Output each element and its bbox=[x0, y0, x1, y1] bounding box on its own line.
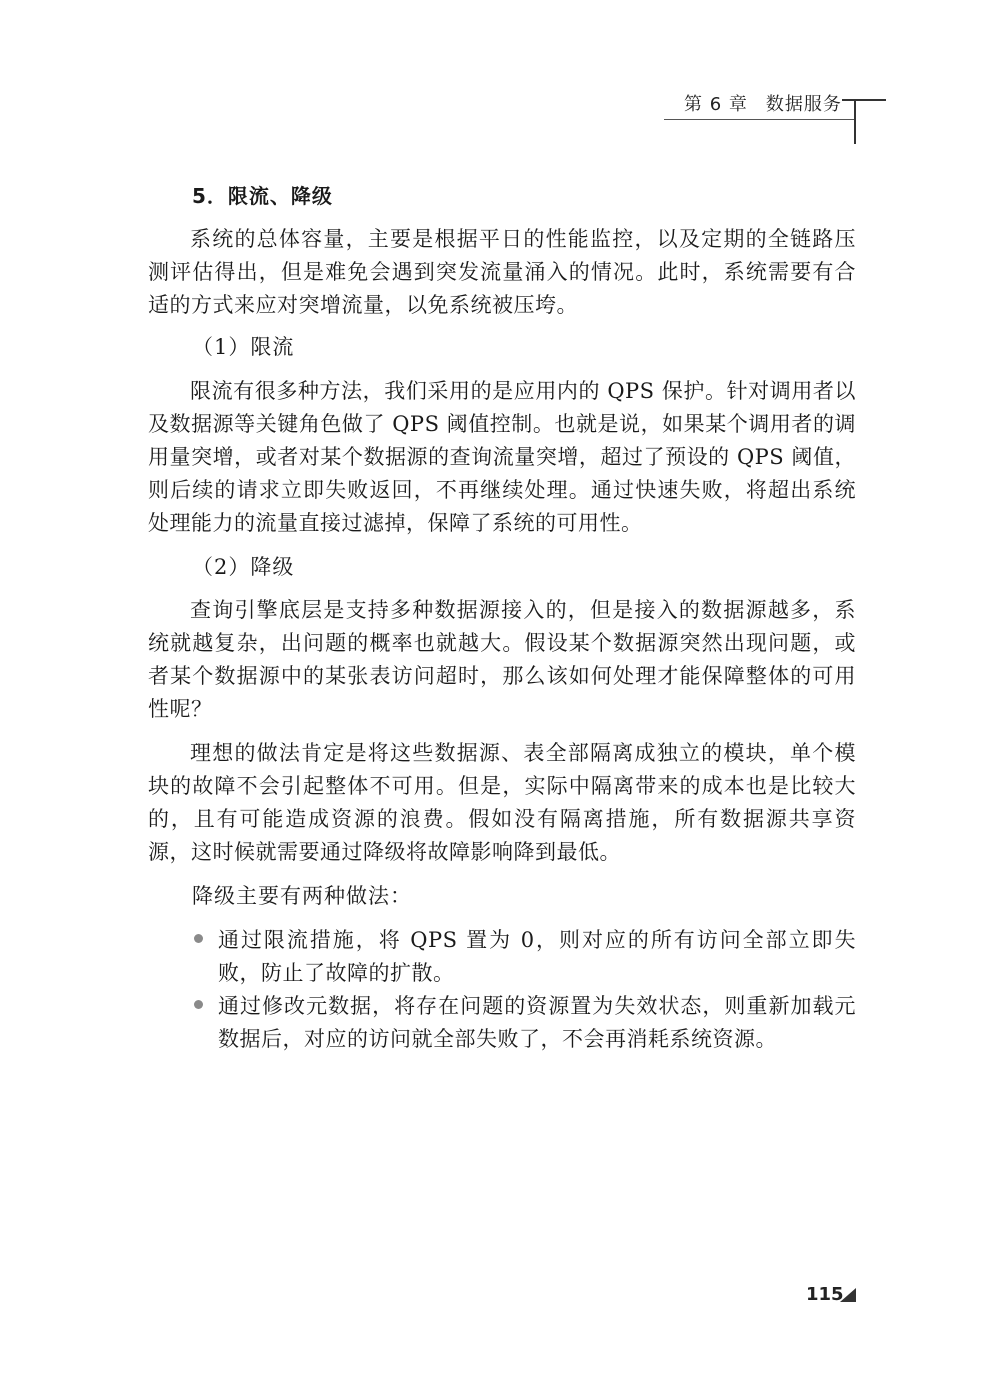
paragraph-degrade-methods: 降级主要有两种做法： bbox=[192, 884, 412, 908]
paragraph-intro: 系统的总体容量，主要是根据平日的性能监控，以及定期的全链路压测评估得出，但是难免会遇到突发流量涌入的情况。此时，系统需要有合适的方式来应对突增流量，以免系统被压垮。 bbox=[148, 227, 856, 317]
running-header bbox=[664, 86, 886, 144]
header-rule-bottom bbox=[664, 119, 856, 120]
paragraph-degrade-2: 理想的做法肯定是将这些数据源、表全部隔离成独立的模块，单个模块的故障不会引起整体不可用。但是，实际中隔离带来的成本也是比较大的，且有可能造成资源的浪费。假如没有隔离措施，所有数据源共享资源，这时候就需要通过降级将故障影响降到最低。 bbox=[148, 741, 856, 864]
page-corner-triangle-icon bbox=[840, 1288, 856, 1302]
section-title: 5．限流、降级 bbox=[192, 184, 333, 208]
subheading-degrade: （2）降级 bbox=[192, 555, 295, 579]
subheading-rate-limit: （1）限流 bbox=[192, 335, 295, 359]
list-item-text: 通过限流措施，将 QPS 置为 0，则对应的所有访问全部立即失败，防止了故障的扩散。 bbox=[218, 928, 856, 985]
header-chapter: 第 6 章 bbox=[684, 94, 748, 115]
header-title: 数据服务 bbox=[765, 94, 842, 115]
header-rule-vertical bbox=[854, 100, 856, 144]
paragraph-rate-limit: 限流有很多种方法，我们采用的是应用内的 QPS 保护。针对调用者以及数据源等关键角色做了 QPS 阈值控制。也就是说，如果某个调用者的调用量突增，或者对某个数据源的查询流量突增，超过了预设的 QPS 阈值，则后续的请求立即失败返回，不再继续处理。通过快速失败，将超出系统处理能力的流量直接过滤掉，保障了系统的可用性。 bbox=[148, 379, 856, 535]
bullet-icon bbox=[194, 934, 203, 943]
page-number: 115 bbox=[806, 1284, 844, 1305]
list-item bbox=[218, 990, 856, 1056]
bullet-icon bbox=[194, 1000, 203, 1009]
paragraph-degrade-1: 查询引擎底层是支持多种数据源接入的，但是接入的数据源越多，系统就越复杂，出问题的概率也就越大。假设某个数据源突然出现问题，或者某个数据源中的某张表访问超时，那么该如何处理才能保障整体的可用性呢？ bbox=[148, 598, 856, 721]
list-item-text: 通过修改元数据，将存在问题的资源置为失效状态，则重新加载元数据后，对应的访问就全部失败了，不会再消耗系统资源。 bbox=[218, 994, 856, 1051]
header-rule-top bbox=[842, 99, 886, 101]
header-text bbox=[684, 90, 842, 116]
list-item bbox=[218, 924, 856, 990]
